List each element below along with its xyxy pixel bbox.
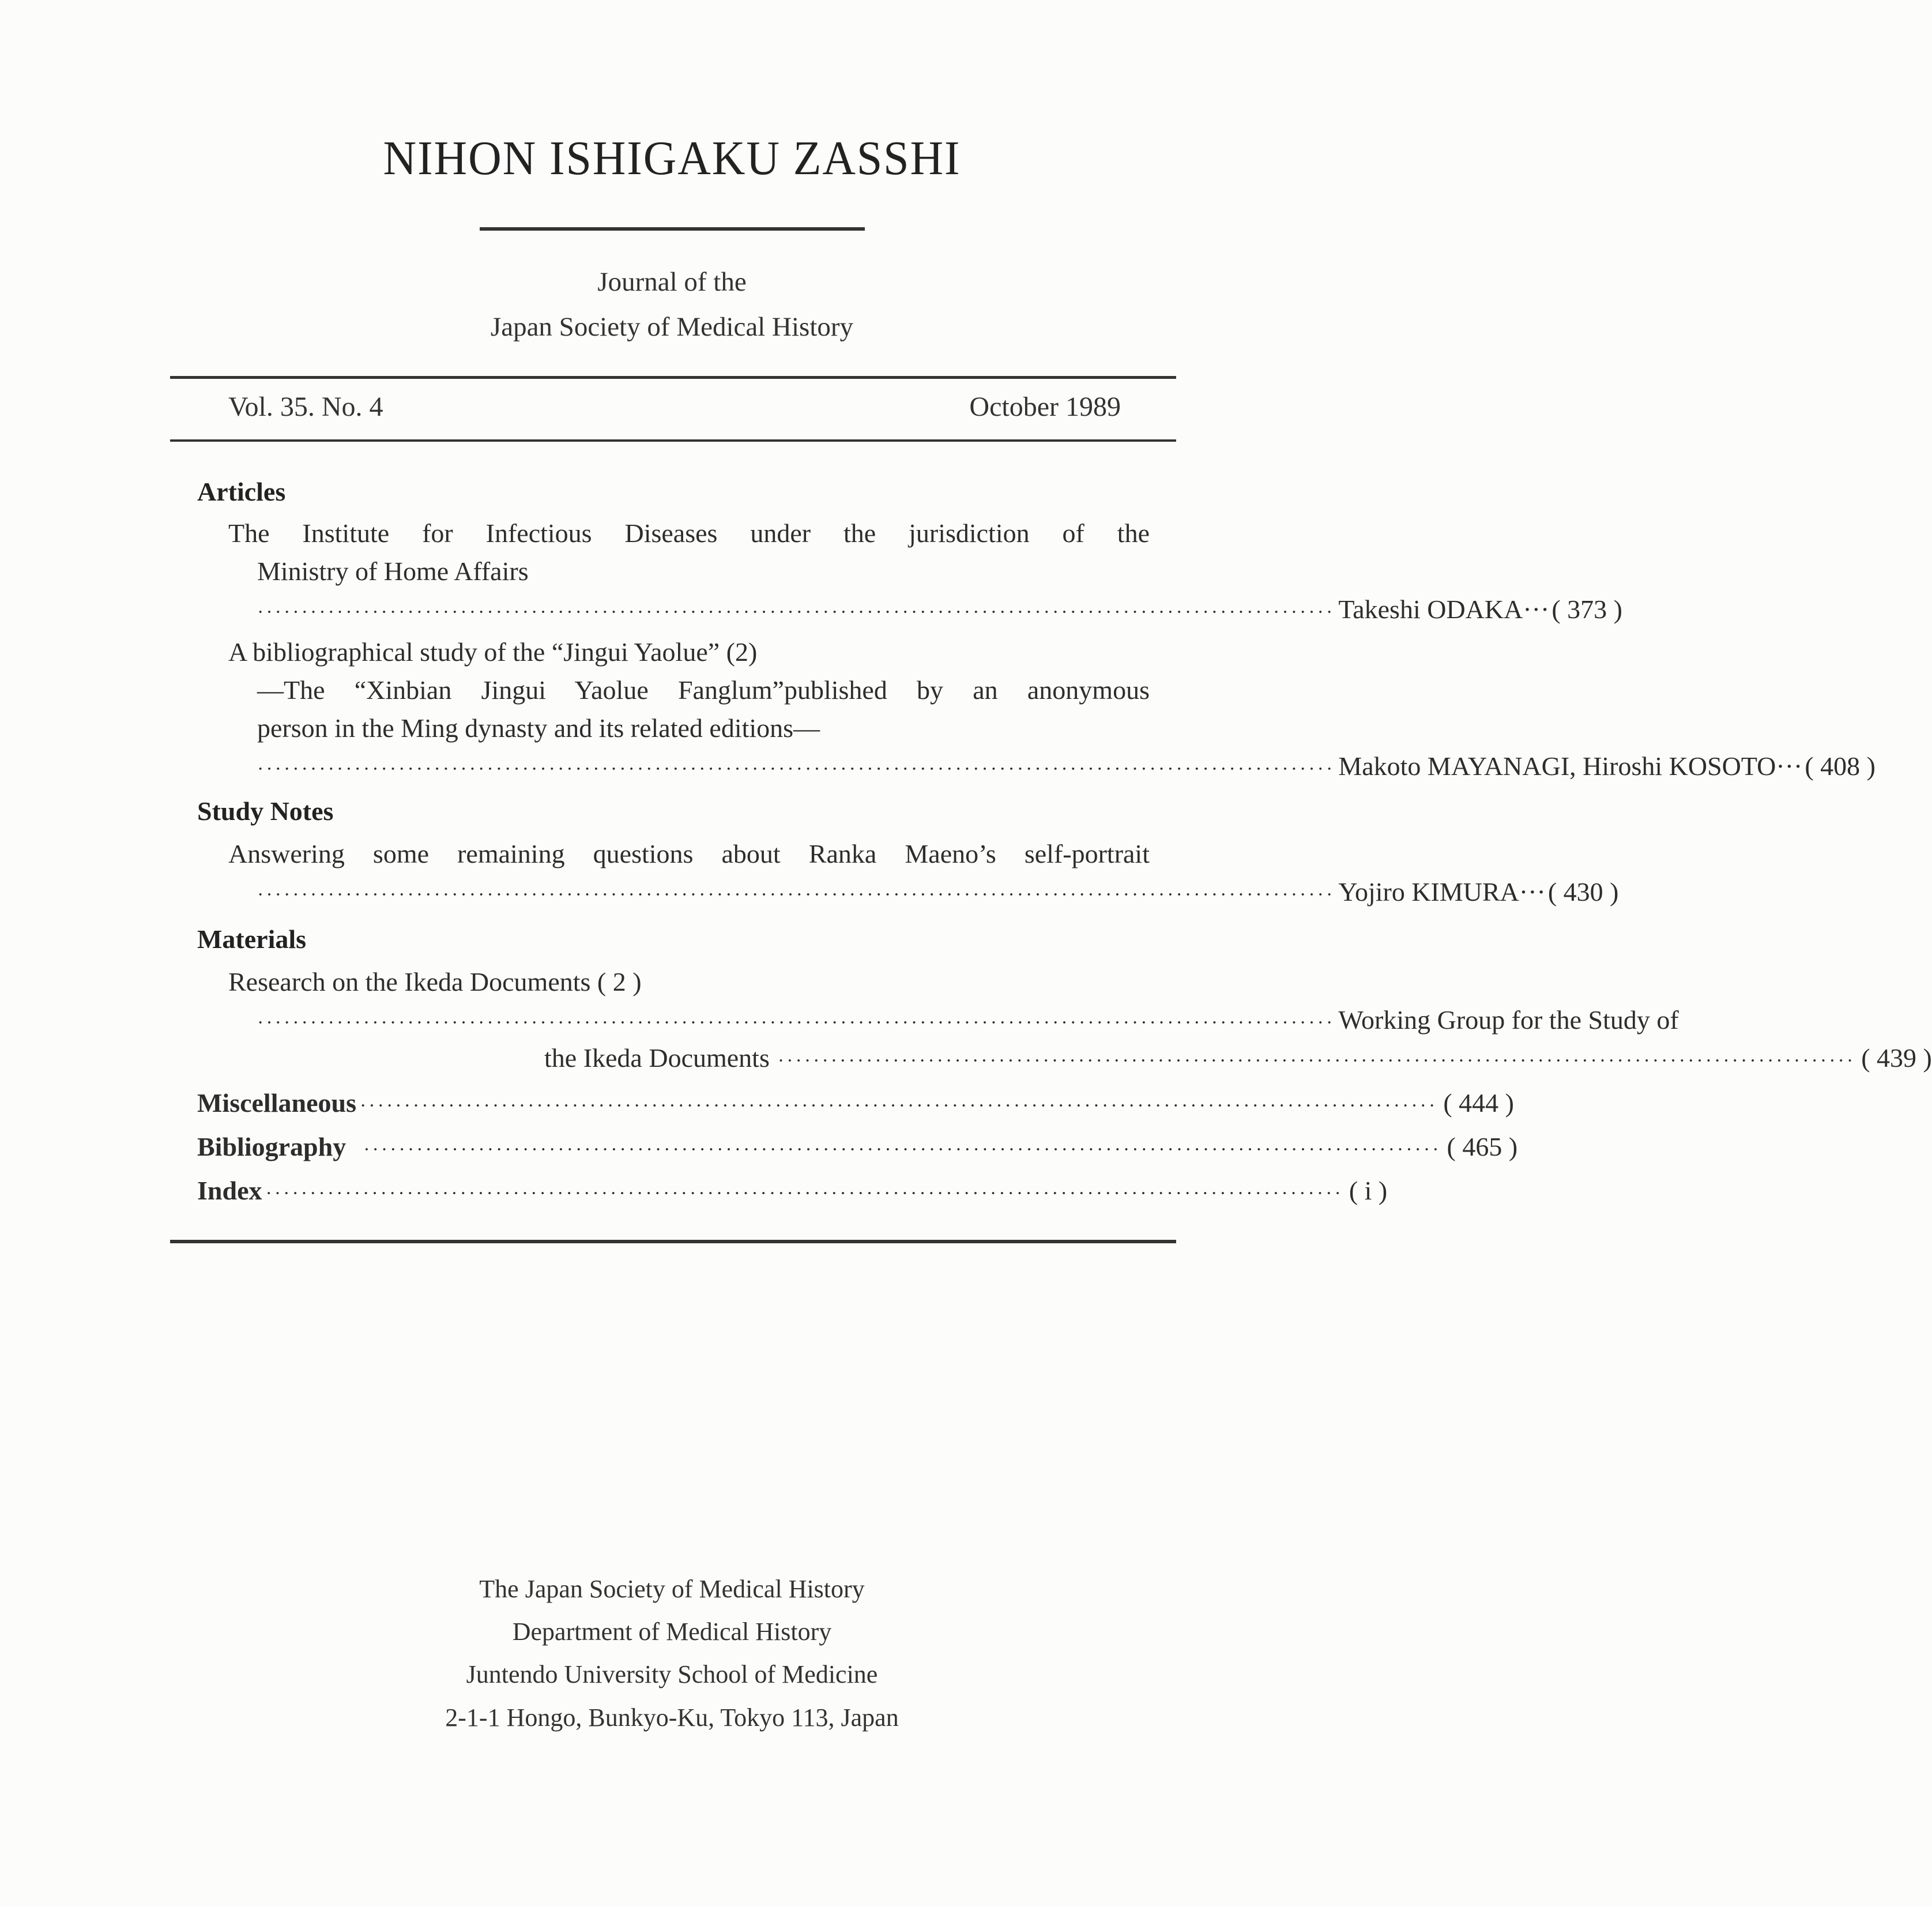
article-2-page: ( 408 )	[1805, 751, 1875, 781]
journal-title: NIHON ISHIGAKU ZASSHI	[383, 131, 961, 185]
leader-dots-short: ···	[1523, 595, 1550, 624]
leader-dots: ··························································································································	[363, 1139, 1441, 1160]
article-1-page: ( 373 )	[1551, 595, 1622, 624]
material-1-author-line1	[257, 1005, 1679, 1035]
section-heading-study-notes: Study Notes	[197, 796, 334, 826]
material-1-page: ( 439 )	[1861, 1043, 1932, 1073]
journal-subtitle-line2: Japan Society of Medical History	[490, 312, 854, 342]
article-1-author-line	[257, 594, 1622, 625]
miscellaneous-entry	[197, 1088, 1514, 1118]
leader-dots: ··························································································································	[257, 1012, 1335, 1033]
article-1-title-line2: Ministry of Home Affairs	[257, 556, 529, 586]
bibliography-page: ( 465 )	[1447, 1132, 1518, 1161]
article-1-title-line1: The Institute for Infectious Diseases under the jurisdiction of the	[228, 518, 1150, 548]
section-heading-miscellaneous: Miscellaneous	[197, 1088, 356, 1118]
section-heading-bibliography: Bibliography	[197, 1132, 347, 1161]
article-2-author-line	[257, 751, 1875, 781]
leader-dots-short: ···	[1776, 751, 1803, 781]
miscellaneous-page: ( 444 )	[1443, 1088, 1514, 1118]
issue-date: October 1989	[969, 392, 1121, 422]
study-note-1-title: Answering some remaining questions about Ranka Maeno’s self-portrait	[228, 839, 1150, 868]
article-2-author: Makoto MAYANAGI, Hiroshi KOSOTO	[1338, 751, 1776, 781]
publisher-line2: Department of Medical History	[512, 1618, 832, 1646]
leader-dots-short: ···	[1519, 877, 1546, 907]
leader-dots: ··························································································································	[257, 601, 1335, 623]
study-note-1-author: Yojiro KIMURA	[1338, 877, 1519, 907]
material-1-author-line2-text: the Ikeda Documents	[544, 1043, 770, 1073]
material-1-author-line2	[544, 1043, 1932, 1073]
leader-dots: ··························································································································	[257, 884, 1335, 905]
bibliography-entry	[197, 1131, 1518, 1162]
material-1-author-line1-text: Working Group for the Study of	[1338, 1005, 1679, 1035]
index-entry	[197, 1175, 1388, 1206]
publisher-line1: The Japan Society of Medical History	[479, 1575, 865, 1603]
article-2-title-line1: A bibliographical study of the “Jingui Yaolue” (2)	[228, 637, 758, 667]
leader-dots: ··························································································································	[265, 1183, 1343, 1204]
article-2-title-line2: —The “Xinbian Jingui Yaolue Fanglum”published by an anonymous	[257, 675, 1150, 705]
publisher-address: 2-1-1 Hongo, Bunkyo-Ku, Tokyo 113, Japan	[445, 1703, 899, 1732]
article-2-title-line3: person in the Ming dynasty and its related editions—	[257, 713, 820, 743]
section-heading-index: Index	[197, 1176, 262, 1205]
study-note-1-author-line	[257, 877, 1619, 907]
publisher-line3: Juntendo University School of Medicine	[466, 1660, 878, 1688]
index-page: ( i )	[1349, 1176, 1388, 1205]
issue-volume: Vol. 35. No. 4	[228, 392, 383, 422]
section-heading-materials: Materials	[197, 924, 307, 954]
material-1-title: Research on the Ikeda Documents ( 2 )	[228, 967, 642, 996]
section-heading-articles: Articles	[197, 477, 286, 506]
study-note-1-page: ( 430 )	[1547, 877, 1619, 907]
leader-dots: ··························································································································	[777, 1050, 1856, 1071]
article-1-author: Takeshi ODAKA	[1338, 595, 1523, 624]
leader-dots: ··························································································································	[359, 1095, 1438, 1116]
contents-bottom-divider	[170, 1240, 1176, 1243]
leader-dots: ··························································································································	[257, 758, 1335, 780]
journal-subtitle-line1: Journal of the	[597, 267, 747, 297]
